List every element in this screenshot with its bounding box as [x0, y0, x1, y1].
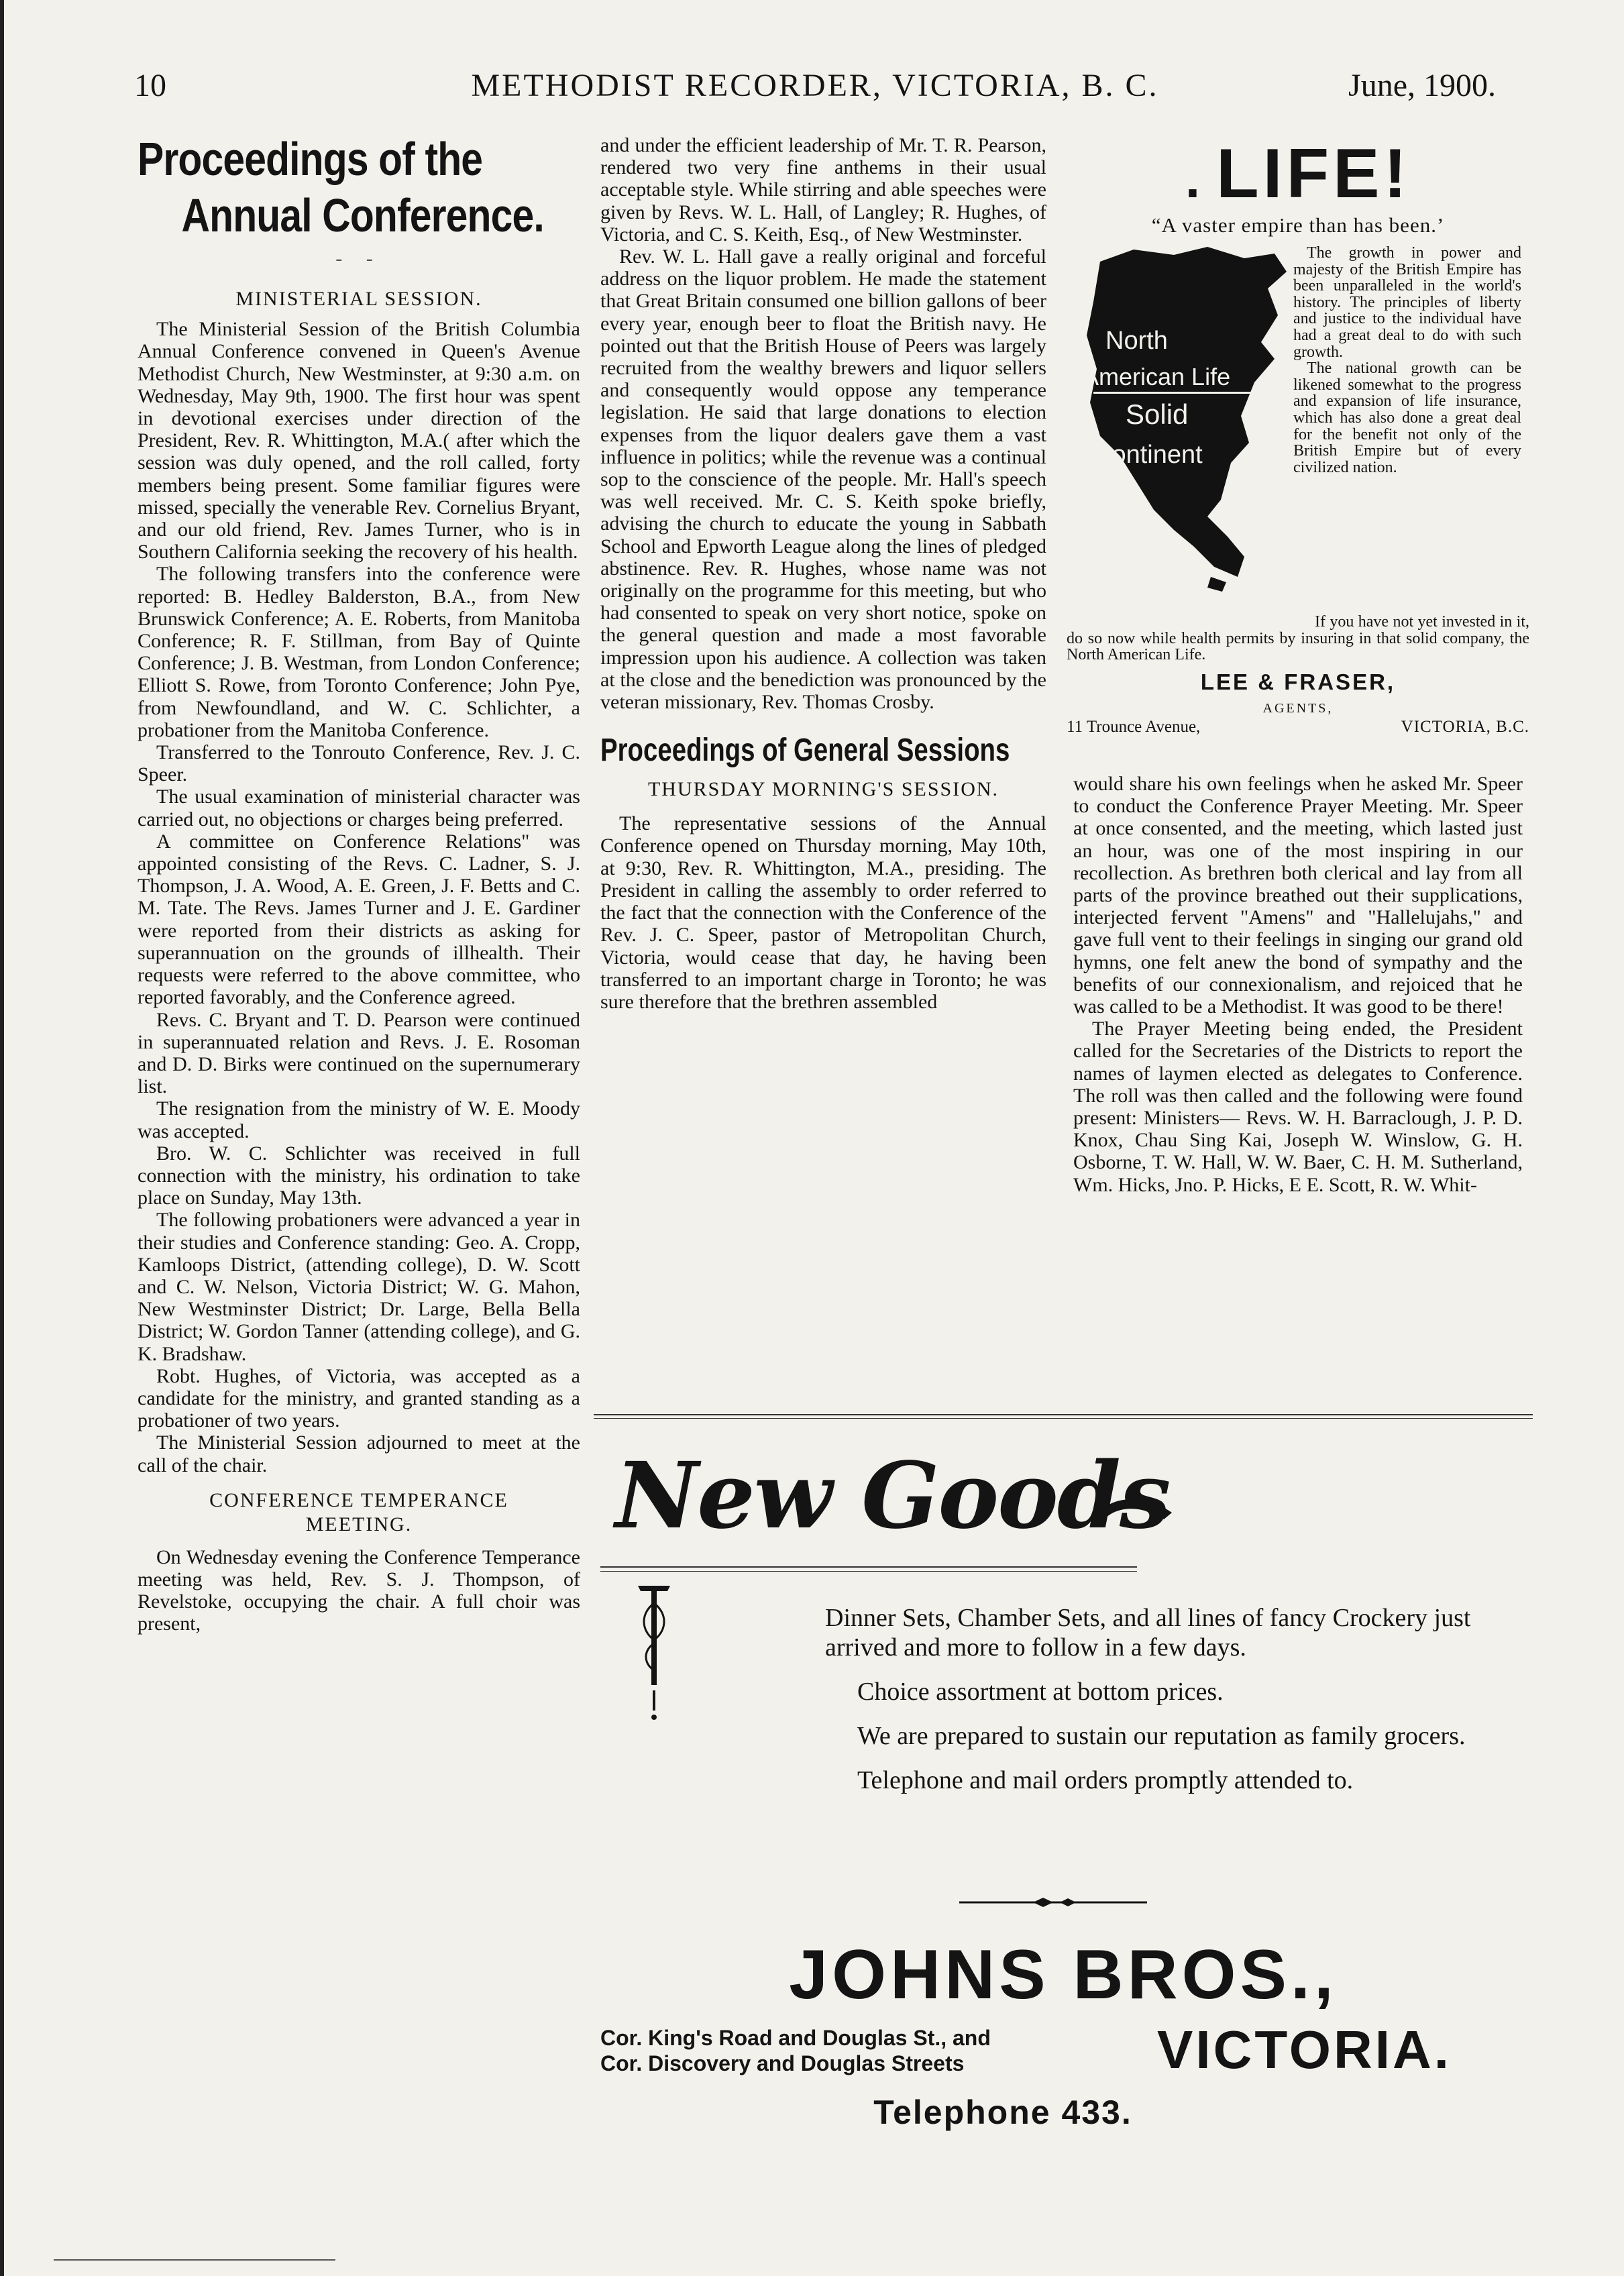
paragraph: Transferred to the Tonrouto Conference, Rev. J. C. Speer.: [138, 741, 580, 786]
map-word-north: North: [1105, 327, 1168, 355]
paragraph: The following probationers were advanced a year in their studies and Conference standing: Geo. A. Cropp, Kamloops District, (attending college), D. W. Scott and C. W. Nelson, Victoria District; W. G. Mahon, New Westminster District; Dr. Large, Bella Bella District; W. Gordon Tanner (attending college), and G. K. Bradshaw.: [138, 1209, 580, 1365]
ad-separator-rule: [594, 1418, 1533, 1419]
life-quote: “A vaster empire than has been.’: [1151, 213, 1445, 237]
north-america-map-illustration: [1073, 241, 1295, 604]
paragraph: The representative sessions of the Annual Conference opened on Thursday morning, May 10th, at 9:30, Rev. R. Whittington, M.A., presiding. The President in calling the assembly to order referred to the fact that the connection with the Conference of the Rev. J. C. Speer, pastor of Metropolitan Church, Victoria, would cease that day, he having been transferred to an important charge in Toronto; he was sure therefore that the brethren assembled: [600, 812, 1046, 1013]
section-heading-temperance-line2: MEETING.: [305, 1513, 413, 1535]
paragraph: The usual examination of ministerial character was carried out, no objections or charges being preferred.: [138, 785, 580, 830]
paragraph: The following transfers into the conference were reported: B. Hedley Balderston, B.A., from New Brunswick Conference; A. E. Roberts, from Manitoba Conference; R. F. Stillman, from Bay of Quinte Conference; J. B. Westman, from London Conference; Elliott S. Rowe, from Toronto Conference; John Pye, from Newfoundland, and W. C. Schlichter, a probationer from the Manitoba Conference.: [138, 563, 580, 741]
life-side-paragraph: The growth in power and majesty of the British Empire has been unparalleled in the world's history. The principles of liberty and justice to the individual have had a great deal to do with such growth.: [1293, 244, 1521, 361]
title-underline: [600, 1566, 1137, 1568]
title-underline: [600, 1571, 1137, 1572]
column-two: [600, 134, 1046, 1409]
paragraph: Revs. C. Bryant and T. D. Pearson were continued in superannuated relation and Revs. J. E. Rosoman and D. D. Birks were continued on the supernumerary list.: [138, 1008, 580, 1098]
running-header: [134, 67, 1496, 114]
store-address-line2: Cor. Discovery and Douglas Streets: [600, 2051, 965, 2075]
issue-date: June, 1900.: [1348, 68, 1496, 103]
paragraph: Robt. Hughes, of Victoria, was accepted as a candidate for the ministry, and granted standing as a probationer of two years.: [138, 1364, 580, 1432]
paragraph: Bro. W. C. Schlichter was received in full connection with the ministry, his ordination to take place on Sunday, May 13th.: [138, 1142, 580, 1209]
ad-line: We are prepared to sustain our reputation as family grocers.: [857, 1722, 1466, 1750]
paragraph: On Wednesday evening the Conference Temperance meeting was held, Rev. S. J. Thompson, of Revelstoke, occupying the chair. A full choir was present,: [138, 1546, 580, 1635]
johns-bros-ad: [594, 1429, 1533, 2220]
column-one: [138, 131, 580, 2136]
agents-address: 11 Trounce Avenue,: [1067, 718, 1201, 736]
general-sessions-title: Proceedings of General Sessions: [600, 733, 1010, 769]
life-headline: . LIFE!: [1185, 135, 1411, 213]
ad-line: Telephone and mail orders promptly attended to.: [857, 1766, 1354, 1794]
store-city: VICTORIA.: [1157, 2020, 1452, 2079]
paragraph: A committee on Conference Relations" was appointed consisting of the Revs. C. Ladner, S. J. Thompson, J. A. Wood, A. E. Green, J. F. Betts and C. M. Tate. The Revs. James Turner and J. E. Gardiner were reported from their districts as asking for superannuation on the grounds of illhealth. Their requests were referred to the above committee, who reported favorably, and the Conference agreed.: [138, 830, 580, 1009]
paragraph: Rev. W. L. Hall gave a really original and forceful address on the liquor problem. He made the statement that Great Britain consumed one billion gallons of beer every year, enough beer to float the British navy. He pointed out that the British House of Peers was largely recruited from the wealthy brewers and liquor sellers and consequently would oppose any temperance legislation. He said that large donations to election expenses from the liquor dealers gave them a vast influence in politics; while the revenue was a continual sop to the conscience of the people. Mr. Hall's speech was well received. Mr. C. S. Keith spoke briefly, advising the church to educate the young in Sabbath School and Epworth League along the lines of pledged abstinence. Rev. R. Hughes, whose name was not originally on the programme for this meeting, but who had consented to speak on very short notice, spoke on the general question and made a most favorable impression upon his audience. A collection was taken at the close and the benediction was pronounced by the veteran missionary, Rev. Thomas Crosby.: [600, 246, 1046, 714]
paragraph: The Prayer Meeting being ended, the President called for the Secretaries of the Districts to report the names of laymen elected as delegates to Conference. The roll was then called and the following were found present: Ministers— Revs. W. H. Barraclough, J. P. D. Knox, Chau Sing Kai, Joseph W. Winslow, G. H. Osborne, T. W. Hall, W. W. Baer, C. H. M. Sutherland, Wm. Hicks, Jno. P. Hicks, E E. Scott, R. W. Whit-: [1073, 1018, 1523, 1196]
map-word-solid: Solid: [1126, 398, 1189, 430]
firm-name: JOHNS BROS.,: [789, 1936, 1338, 2014]
map-underline: [1093, 392, 1261, 394]
section-heading-thursday: THURSDAY MORNING'S SESSION.: [647, 778, 999, 801]
island-silhouette: [1207, 577, 1226, 592]
page-bottom-mark: [54, 2259, 335, 2261]
title-separator: - -: [335, 248, 382, 270]
agents-city: VICTORIA, B.C.: [1401, 718, 1529, 736]
life-bottom-text: If you have not yet invested in it, do so now while health permits by insuring in that solid company, the North American Life.: [1067, 613, 1529, 664]
ad-line: Dinner Sets, Chamber Sets, and all lines of fancy Crockery just arrived and more to follow in a few days.: [825, 1604, 1471, 1662]
store-address-line1: Cor. King's Road and Douglas St., and: [600, 2026, 991, 2050]
map-word-american-life: American Life: [1083, 363, 1231, 390]
paragraph: The Ministerial Session adjourned to meet at the call of the chair.: [138, 1431, 580, 1476]
agents-name: LEE & FRASER,: [1200, 669, 1396, 694]
section-heading-temperance: [138, 1488, 580, 1537]
ad-separator-rule: [594, 1414, 1533, 1415]
paragraph: would share his own feelings when he asked Mr. Speer to conduct the Conference Prayer Meeting. Mr. Speer at once consented, and the meeting, which lasted just an hour, was one of the most inspiring in our recollection. As brethren both clerical and lay from all parts of the province breathed out their supplications, interjected fervent "Amens" and "Hallelujahs," and gave full vent to their feelings in singing our grand old hymns, one felt anew the bond of sympathy and the benefits of our connexionalism, and rejoiced that he was called to be a Methodist. It was good to be there!: [1073, 773, 1523, 1018]
paragraph: The Ministerial Session of the British Columbia Annual Conference convened in Queen's Avenue Methodist Church, New Westminster, at 9:30 a.m. on Wednesday, May 9th, 1900. The first hour was spent in devotional exercises under direction of the President, Rev. R. Whittington, M.A.( after which the session was duly opened, and the roll called, forty members being present. Some familiar figures were missed, specially the venerable Rev. Cornelius Bryant, and our old friend, Rev. James Turner, who is in Southern California seeking the recovery of his health.: [138, 318, 580, 563]
new-goods-title: New Goods: [615, 1442, 1170, 1550]
ornament-icon: [634, 1583, 674, 1724]
agents-label: AGENTS,: [1262, 701, 1334, 716]
swoosh-flourish-icon: [1090, 1489, 1177, 1529]
life-side-text: [1293, 245, 1521, 476]
store-telephone: Telephone 433.: [873, 2094, 1132, 2131]
article-title-line2: Annual Conference.: [181, 189, 544, 241]
paragraph: The resignation from the ministry of W. E. Moody was accepted.: [138, 1097, 580, 1142]
column-three: [1073, 773, 1523, 1410]
paragraph: and under the efficient leadership of Mr. T. R. Pearson, rendered two very fine anthems in their usual acceptable style. While stirring and able speeches were given by Revs. W. L. Hall, of Langley; R. Hughes, of Victoria, and C. S. Keith, Esq., of New Westminster.: [600, 134, 1046, 246]
ad-line: Choice assortment at bottom prices.: [857, 1678, 1224, 1706]
article-title: [138, 131, 580, 243]
publication-title: METHODIST RECORDER, VICTORIA, B. C.: [471, 68, 1159, 103]
article-title-line1: Proceedings of the: [138, 133, 483, 185]
section-heading-temperance-line1: CONFERENCE TEMPERANCE: [209, 1488, 508, 1511]
life-insurance-ad: [1067, 134, 1529, 751]
page-number: 10: [134, 68, 166, 103]
page-edge: [0, 0, 4, 2276]
life-side-paragraph: The national growth can be likened somewhat to the progress and expansion of life insurance, which has also done a great deal for the benefit not only of the British Empire but of every civilized nation.: [1293, 360, 1521, 476]
section-heading-ministerial: MINISTERIAL SESSION.: [235, 288, 482, 311]
decorative-divider: [959, 1896, 1147, 1909]
new-goods-body: [825, 1603, 1523, 1810]
map-word-continent: Continent: [1093, 441, 1203, 469]
